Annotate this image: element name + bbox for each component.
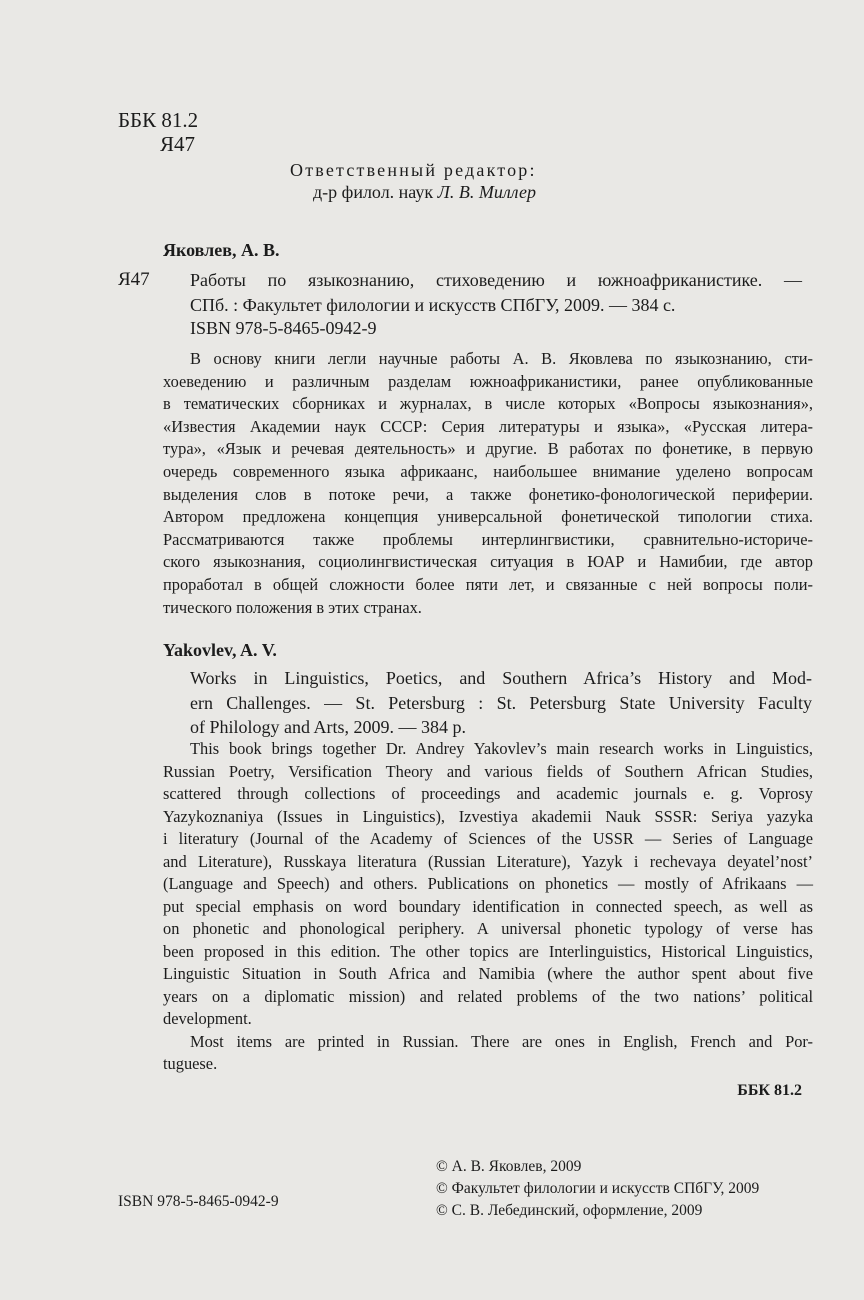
- author-ru: Яковлев, А. В.: [163, 240, 280, 260]
- abstract-line: проработал в общей сложности более пяти лет, и связанные с ней вопросы поли-: [163, 574, 813, 594]
- bbk-code-footer: ББК 81.2: [737, 1082, 802, 1099]
- author-en: Yakovlev, A. V.: [163, 640, 277, 660]
- abstract-line: очередь современного языка африкаанс, наибольшее внимание уделено вопросам: [163, 461, 813, 481]
- isbn-footer: ISBN 978-5-8465-0942-9: [118, 1193, 279, 1210]
- isbn-ru: ISBN 978-5-8465-0942-9: [190, 318, 377, 338]
- abstract-line: тического положения в этих странах.: [163, 597, 422, 617]
- abstract-line: «Известия Академии наук СССР: Серия литературы и языка», «Русская литера-: [163, 416, 813, 436]
- author-mark: Я47: [160, 132, 196, 156]
- title-line: Works in Linguistics, Poetics, and Southern Africa’s History and Mod-: [190, 668, 812, 688]
- editor-name: Л. В. Миллер: [437, 182, 536, 202]
- copyright-block: [436, 1156, 759, 1222]
- abstract-ru: [163, 348, 813, 619]
- author-mark-ru: Я47: [118, 269, 150, 290]
- abstract-line: (Language and Speech) and others. Publications on phonetics — mostly of Afrikaans —: [163, 874, 813, 893]
- abstract-line: Рассматриваются также проблемы интерлингвистики, сравнительно-историче-: [163, 529, 813, 549]
- abstract-line: выделения слов в потоке речи, а также фонетико-фонологической периферии.: [163, 484, 813, 504]
- editor-label: Ответственный редактор:: [290, 160, 537, 180]
- note-line: Most items are printed in Russian. There are ones in English, French and Por-: [190, 1031, 813, 1051]
- abstract-line: put special emphasis on word boundary identification in connected speech, as well as: [163, 896, 813, 916]
- abstract-line: В основу книги легли научные работы А. В. Яковлева по языкознанию, сти-: [190, 349, 813, 368]
- abstract-line: хоеведению и различным разделам южноафриканистики, ранее опубликованные: [163, 371, 813, 391]
- title-ru: [190, 268, 802, 318]
- title-line: СПб. : Факультет филологии и искусств СПбГУ, 2009. — 384 с.: [190, 295, 676, 315]
- title-en: [190, 666, 812, 740]
- bbk-code: ББК 81.2: [118, 108, 199, 132]
- abstract-line: been proposed in this edition. The other topics are Interlinguistics, Historical Linguistics,: [163, 941, 813, 961]
- abstract-line: ского языкознания, социолингвистическая ситуация в ЮАР и Намибии, где автор: [163, 552, 813, 572]
- editor-degree: д-р филол. наук: [313, 182, 434, 202]
- abstract-line: Linguistic Situation in South Africa and Namibia (where the author spent about five: [163, 964, 813, 983]
- abstract-line: в тематических сборниках и журналах, в числе которых «Вопросы языкознания»,: [163, 394, 813, 414]
- abstract-line: This book brings together Dr. Andrey Yakovlev’s main research works in Linguistics,: [190, 739, 813, 758]
- abstract-line: and Literature), Russkaya literatura (Russian Literature), Yazyk i rechevaya deyatel’nost’: [163, 851, 813, 871]
- copyright-line: © Факультет филологии и искусств СПбГУ, 2009: [436, 1180, 760, 1197]
- title-line: ern Challenges. — St. Petersburg : St. Petersburg State University Faculty: [190, 692, 812, 713]
- abstract-line: Russian Poetry, Versification Theory and various fields of Southern African Studies,: [163, 761, 813, 781]
- abstract-line: Автором предложена концепция универсальной фонетической типологии стиха.: [163, 507, 813, 527]
- copyright-line: © А. В. Яковлев, 2009: [436, 1158, 582, 1175]
- abstract-line: Yazykoznaniya (Issues in Linguistics), Izvestiya akademii Nauk SSSR: Seriya yazyka: [163, 806, 813, 826]
- title-line: of Philology and Arts, 2009. — 384 p.: [190, 717, 467, 737]
- abstract-line: on phonetic and phonological periphery. A universal phonetic typology of verse has: [163, 919, 813, 938]
- abstract-line: development.: [163, 1009, 252, 1028]
- note-line: tuguese.: [163, 1054, 218, 1073]
- abstract-line: i literatury (Journal of the Academy of Sciences of the USSR — Series of Language: [163, 829, 813, 848]
- abstract-line: scattered through collections of proceedings and academic journals e. g. Voprosy: [163, 784, 813, 803]
- abstract-line: years on a diplomatic mission) and related problems of the two nations’ political: [163, 986, 813, 1006]
- abstract-line: тура», «Язык и речевая деятельность» и другие. В работах по фонетике, в первую: [163, 439, 813, 459]
- title-line: Работы по языкознанию, стиховедению и южноафриканистике. —: [190, 270, 802, 290]
- abstract-en: [163, 738, 813, 1076]
- copyright-line: © С. В. Лебединский, оформление, 2009: [436, 1202, 703, 1219]
- editor-line: [313, 182, 536, 203]
